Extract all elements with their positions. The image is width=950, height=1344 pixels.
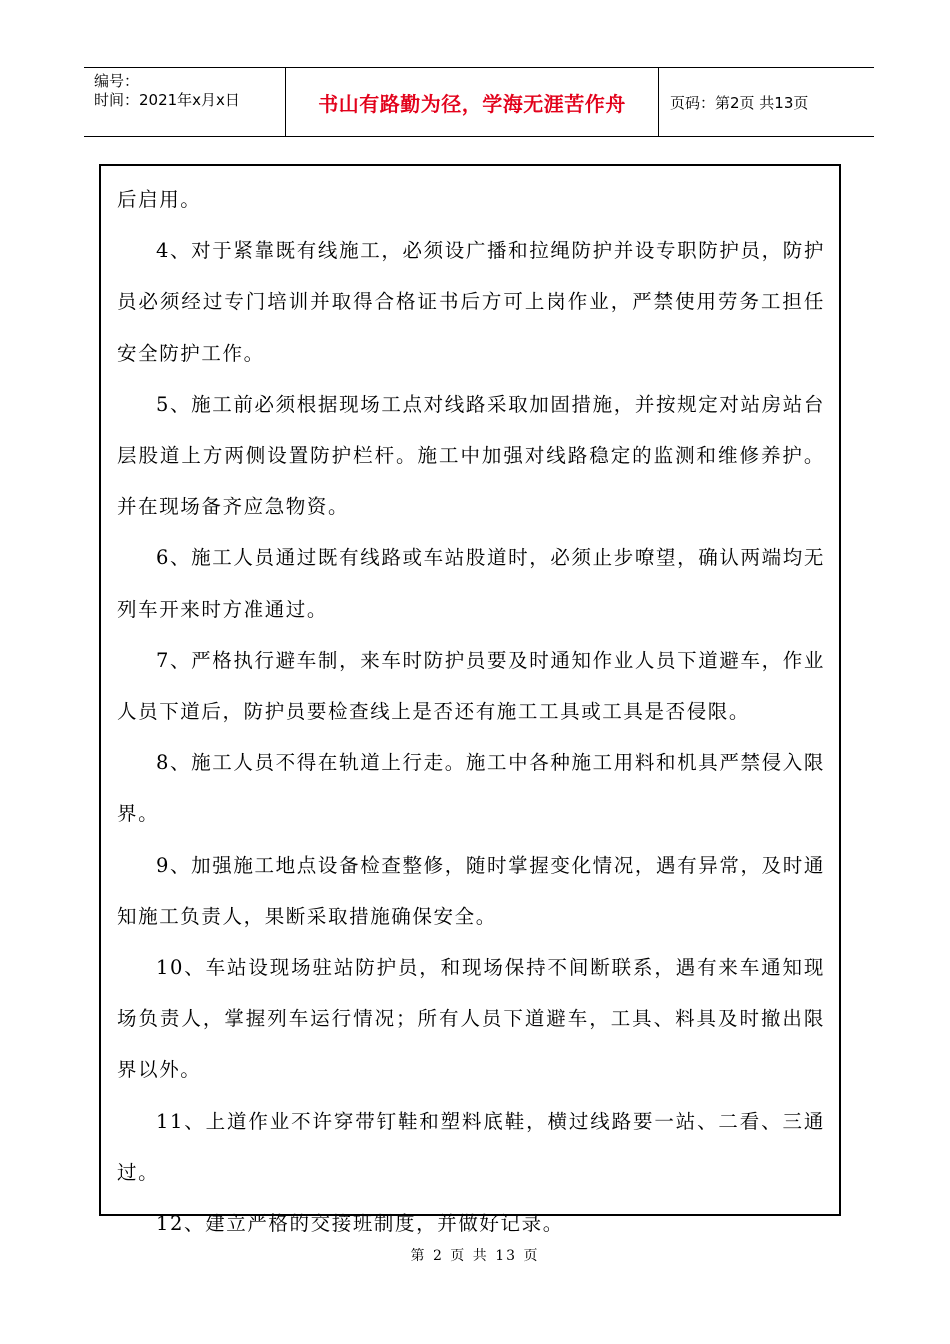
document-header: [84, 67, 874, 137]
content-box: [99, 164, 841, 1236]
body-paragraph: 10、车站设现场驻站防护员，和现场保持不间断联系，遇有来车通知现场负责人，掌握列车运行情况；所有人员下道避车，工具、料具及时撤出限界以外。: [117, 956, 825, 1082]
body-paragraph: 6、施工人员通过既有线路或车站股道时，必须止步嘹望，确认两端均无列车开来时方准通过。: [117, 546, 825, 621]
document-time-label: 时间：2021年x月x日: [94, 91, 240, 109]
document-number-label: 编号：: [94, 72, 140, 90]
document-body: [117, 174, 825, 1249]
header-motto: 书山有路勤为径，学海无涯苦作舟: [318, 91, 626, 116]
body-paragraph: 7、严格执行避车制，来车时防护员要及时通知作业人员下道避车，作业人员下道后，防护员要检查线上是否还有施工工具或工具是否侵限。: [117, 648, 825, 724]
header-meta: [94, 72, 240, 110]
body-paragraph: 12、建立严格的交接班制度，并做好记录。: [156, 1212, 564, 1236]
body-paragraph: 4、对于紧靠既有线施工，必须设广播和拉绳防护并设专职防护员，防护员必须经过专门培训并取得合格证书后方可上岗作业，严禁使用劳务工担任安全防护工作。: [117, 239, 825, 365]
body-paragraph: 8、施工人员不得在轨道上行走。施工中各种施工用料和机具严禁侵入限界。: [117, 751, 825, 826]
body-paragraph: 11、上道作业不许穿带钉鞋和塑料底鞋，横过线路要一站、二看、三通过。: [117, 1109, 825, 1184]
header-divider: [658, 68, 659, 136]
header-page-info: 页码：第2页 共13页: [670, 93, 809, 112]
body-paragraph: 5、施工前必须根据现场工点对线路采取加固措施，并按规定对站房站台层股道上方两侧设置防护栏杆。施工中加强对线路稳定的监测和维修养护。并在现场备齐应急物资。: [117, 392, 825, 519]
body-paragraph: 9、加强施工地点设备检查整修，随时掌握变化情况，遇有异常，及时通知施工负责人，果断采取措施确保安全。: [117, 853, 825, 928]
body-paragraph: 后启用。: [117, 188, 202, 211]
page-footer: 第 2 页 共 13 页: [410, 1248, 540, 1264]
